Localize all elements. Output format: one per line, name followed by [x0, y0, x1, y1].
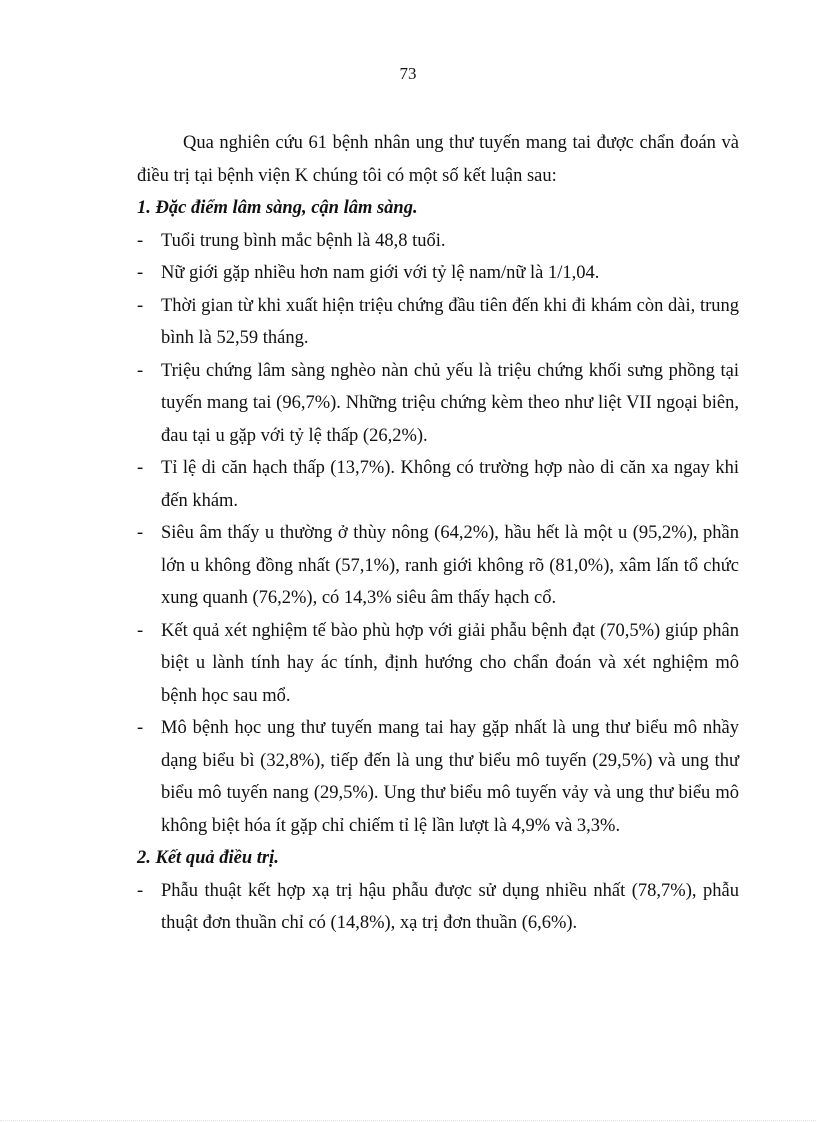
section-heading: 1. Đặc điểm lâm sàng, cận lâm sàng.: [137, 198, 418, 218]
intro-paragraph: Qua nghiên cứu 61 bệnh nhân ung thư tuyến mang tai được chẩn đoán và điều trị tại bệnh viện K chúng tôi có một số kết luận sau:: [137, 133, 739, 186]
list-item: [137, 517, 739, 615]
bullet-dash: -: [137, 263, 144, 283]
bullet-list: [137, 875, 739, 940]
section-clinical: [137, 192, 739, 842]
page-number: 73: [399, 64, 417, 83]
bullet-list: [137, 225, 739, 843]
document-body: [137, 127, 739, 940]
list-item-text: Mô bệnh học ung thư tuyến mang tai hay gặp nhất là ung thư biểu mô nhầy dạng biểu bì (32,8%), tiếp đến là ung thư biểu mô tuyến (29,5%) và ung thư biểu mô tuyến nang (29,5%). Ung thư biểu mô tuyến vảy và ung thư biểu mô không biệt hóa ít gặp chỉ chiếm tỉ lệ lần lượt là 4,9% và 3,3%.: [161, 718, 739, 836]
list-item-text: Tuổi trung bình mắc bệnh là 48,8 tuổi.: [161, 230, 446, 251]
list-item: [137, 257, 739, 290]
bullet-dash: -: [137, 880, 144, 901]
list-item: [137, 355, 739, 453]
section-heading: 2. Kết quả điều trị.: [137, 848, 279, 868]
list-item-text: Tỉ lệ di căn hạch thấp (13,7%). Không có trường hợp nào di căn xa ngay khi đến khám.: [161, 458, 739, 511]
list-item-text: Siêu âm thấy u thường ở thùy nông (64,2%), hầu hết là một u (95,2%), phần lớn u không đồng nhất (57,1%), ranh giới không rõ (81,0%), xâm lấn tổ chức xung quanh (76,2%), có 14,3% siêu âm thấy hạch cổ.: [161, 523, 739, 608]
bullet-dash: -: [137, 360, 144, 381]
page-bottom-divider: [0, 1120, 816, 1121]
section-treatment: [137, 842, 739, 940]
list-item: [137, 452, 739, 517]
bullet-dash: -: [137, 295, 144, 316]
bullet-dash: -: [137, 718, 144, 738]
bullet-dash: -: [137, 620, 144, 641]
list-item: [137, 712, 739, 842]
list-item-text: Triệu chứng lâm sàng nghèo nàn chủ yếu là triệu chứng khối sưng phồng tại tuyến mang tai (96,7%). Những triệu chứng kèm theo như liệt VII ngoại biên, đau tại u gặp với tỷ lệ thấp (26,2%).: [161, 360, 739, 446]
list-item: [137, 290, 739, 355]
list-item: [137, 615, 739, 713]
list-item-text: Phẫu thuật kết hợp xạ trị hậu phẫu được sử dụng nhiều nhất (78,7%), phẫu thuật đơn thuần chỉ có (14,8%), xạ trị đơn thuần (6,6%).: [161, 880, 739, 933]
list-item: [137, 225, 739, 258]
list-item: [137, 875, 739, 940]
bullet-dash: -: [137, 230, 144, 251]
list-item-text: Thời gian từ khi xuất hiện triệu chứng đầu tiên đến khi đi khám còn dài, trung bình là 52,59 tháng.: [161, 295, 739, 348]
list-item-text: Kết quả xét nghiệm tế bào phù hợp với giải phẫu bệnh đạt (70,5%) giúp phân biệt u lành tính hay ác tính, định hướng cho chẩn đoán và xét nghiệm mô bệnh học sau mổ.: [161, 620, 739, 706]
list-item-text: Nữ giới gặp nhiều hơn nam giới với tỷ lệ nam/nữ là 1/1,04.: [161, 263, 600, 283]
bullet-dash: -: [137, 523, 144, 543]
bullet-dash: -: [137, 458, 144, 478]
